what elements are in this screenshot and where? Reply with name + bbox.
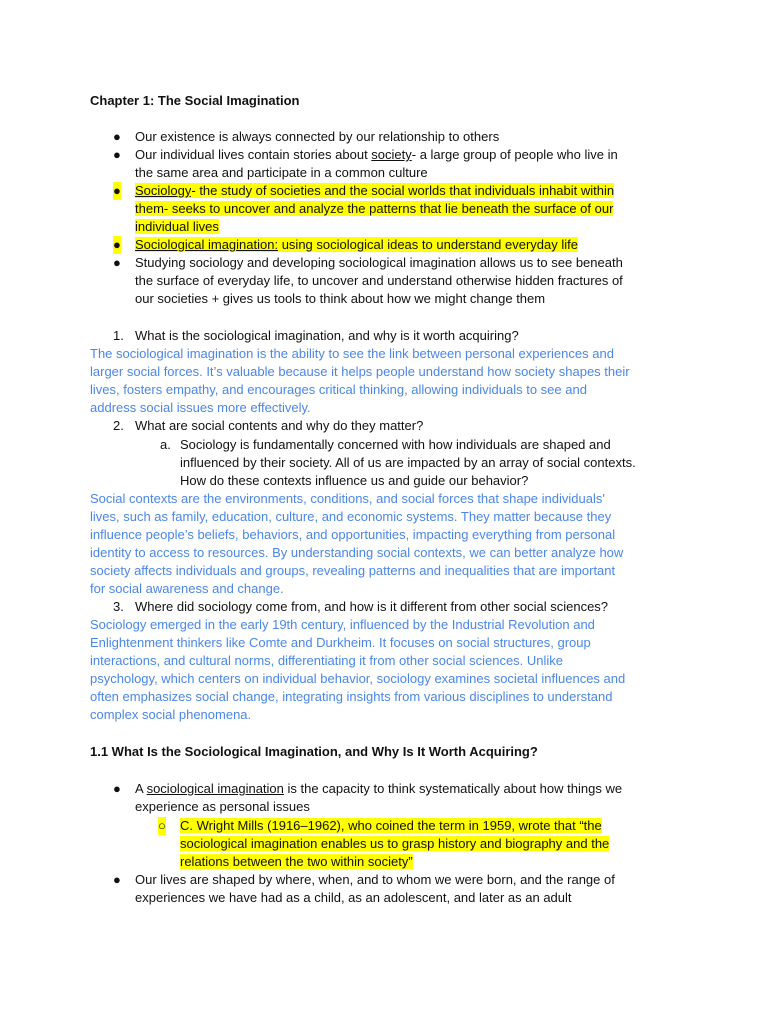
term-sociological-imagination: Sociological imagination: [135,237,279,252]
answer-text: address social issues more effectively. [90,400,311,415]
question-text: What is the sociological imagination, and why is it worth acquiring? [135,328,519,343]
bullet-text: Our lives are shaped by where, when, and to whom we were born, and the range of [135,872,615,887]
answer-text: The sociological imagination is the ability to see the link between personal experiences and [90,346,614,361]
bullet-text-part: - a large group of people who live in [411,147,618,162]
bullet-text: our societies + gives us tools to think about how we might change them [135,291,546,306]
answer-text: for social awareness and change. [90,581,284,596]
subquestion-text: Sociology is fundamentally concerned with how individuals are shaped and [180,437,611,452]
highlighted-text: C. Wright Mills (1916–1962), who coined the term in 1959, wrote that “the [180,818,602,833]
answer-text: Social contexts are the environments, conditions, and social forces that shape individuals' [90,491,605,506]
bullet-text-part: A [135,781,147,796]
highlighted-definition [135,218,219,236]
answer-text: often emphasizes social change, integrating insights from various disciplines to understand [90,689,613,704]
bullet-text [135,780,622,798]
subquestion-text: How do these contexts influence us and guide our behavior? [180,473,529,488]
highlighted-definition [135,182,614,200]
bullet-marker: ● [113,872,121,887]
subquestion-letter: a. [160,437,171,452]
bullet-text: the surface of everyday life, to uncover and understand otherwise hidden fractures of [135,273,623,288]
bullet-marker: ● [113,255,121,270]
highlighted-definition [135,200,613,218]
term-sociological-imagination: sociological imagination [146,781,284,796]
highlighted-quote [180,817,602,835]
sub-bullet-marker: ○ [158,818,166,833]
bullet-text: Studying sociology and developing sociological imagination allows us to see beneath [135,255,623,270]
highlighted-definition [135,236,578,254]
bullet-marker: ● [113,237,121,252]
highlighted-text: sociological imagination enables us to grasp history and biography and the [180,836,610,851]
section-heading: 1.1 What Is the Sociological Imagination, and Why Is It Worth Acquiring? [90,744,538,759]
bullet-text: experience as personal issues [135,799,310,814]
subquestion-text: influenced by their society. All of us are impacted by an array of social contexts. [180,455,636,470]
highlighted-text: individual lives [135,219,219,234]
chapter-title: Chapter 1: The Social Imagination [90,93,300,108]
answer-text: complex social phenomena. [90,707,252,722]
answer-text: psychology, which centers on individual behavior, sociology examines societal influences and [90,671,626,686]
term-sociology: Sociology [135,183,192,198]
highlighted-quote [180,835,609,853]
highlighted-quote [180,853,413,871]
question-number: 2. [113,418,124,433]
answer-text: interactions, and cultural norms, differentiating it from other social sciences. Unlike [90,653,564,668]
answer-text: Enlightenment thinkers like Comte and Durkheim. It focuses on social structures, group [90,635,591,650]
highlighted-text: using sociological ideas to understand everyday life [278,237,578,252]
answer-text: identity to access to resources. By understanding social contexts, we can better analyze how [90,545,624,560]
question-text: What are social contents and why do they matter? [135,418,424,433]
answer-text: Sociology emerged in the early 19th century, influenced by the Industrial Revolution and [90,617,595,632]
answer-text: lives, fosters empathy, and encourages critical thinking, allowing individuals to see and [90,382,587,397]
answer-text: larger social forces. It’s valuable because it helps people understand how society shapes their [90,364,630,379]
bullet-marker: ● [113,781,121,796]
answer-text: lives, such as family, education, culture, and economic systems. They matter because they [90,509,612,524]
bullet-text: the same area and participate in a common culture [135,165,428,180]
highlighted-text: them- seeks to uncover and analyze the patterns that lie beneath the surface of our [135,201,614,216]
highlighted-text: - the study of societies and the social worlds that individuals inhabit within [191,183,615,198]
bullet-marker: ● [113,183,121,198]
bullet-text-part: Our individual lives contain stories about [135,147,372,162]
bullet-marker: ● [113,129,121,144]
bullet-text: experiences we have had as a child, as an adolescent, and later as an adult [135,890,572,905]
term-society: society [371,147,412,162]
bullet-text [135,146,618,164]
answer-text: influence people’s beliefs, behaviors, and opportunities, impacting everything from personal [90,527,616,542]
highlighted-text: relations between the two within society” [180,854,413,869]
question-number: 1. [113,328,124,343]
bullet-marker: ● [113,147,121,162]
answer-text: society affects individuals and groups, revealing patterns and inequalities that are important [90,563,616,578]
bullet-text-part: is the capacity to think systematically about how things we [283,781,623,796]
question-text: Where did sociology come from, and how is it different from other social sciences? [135,599,609,614]
bullet-text: Our existence is always connected by our relationship to others [135,129,500,144]
question-number: 3. [113,599,124,614]
